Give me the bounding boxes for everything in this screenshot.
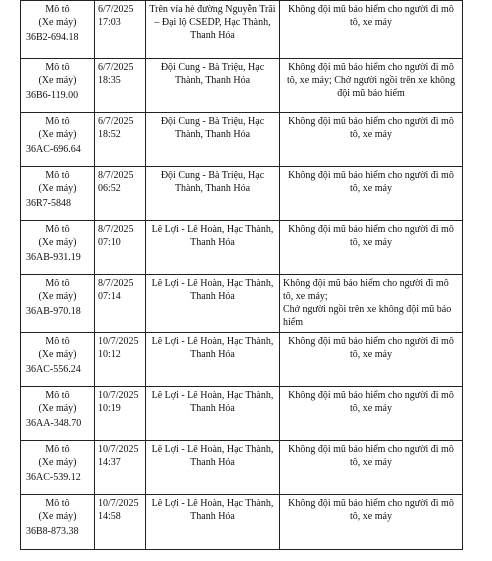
violation-cell: Không đội mũ bảo hiểm cho người đi mô tô, xe máy; Chở người ngồi trên xe không đội mũ bảo hiểm [280, 275, 463, 333]
violation-date: 8/7/2025 [98, 170, 134, 181]
violation-cell: Không đội mũ bảo hiểm cho người đi mô tô, xe máy [280, 221, 463, 275]
violation-time: 07:14 [98, 291, 121, 302]
vehicle-type: Mô tô [45, 336, 70, 347]
vehicle-subtype: (Xe máy) [38, 291, 77, 302]
vehicle-cell [21, 221, 95, 275]
violation-time: 18:35 [98, 75, 121, 86]
vehicle-subtype: (Xe máy) [38, 17, 77, 28]
vehicle-type: Mô tô [45, 170, 70, 181]
violation-cell: Không đội mũ bảo hiểm cho người đi mô tô, xe máy [280, 113, 463, 167]
violation-date: 10/7/2025 [98, 336, 139, 347]
table-row [21, 387, 463, 441]
vehicle-type: Mô tô [45, 62, 70, 73]
vehicle-subtype: (Xe máy) [38, 75, 77, 86]
violations-table-body [21, 1, 463, 550]
location-cell: Lê Lợi - Lê Hoàn, Hạc Thành, Thanh Hóa [146, 221, 280, 275]
vehicle-cell [21, 387, 95, 441]
location-cell: Lê Lợi - Lê Hoàn, Hạc Thành, Thanh Hóa [146, 495, 280, 550]
location-cell: Đội Cung - Bà Triệu, Hạc Thành, Thanh Hóa [146, 113, 280, 167]
license-plate: 36AC-696.64 [26, 144, 81, 155]
violation-date: 8/7/2025 [98, 278, 134, 289]
time-cell [95, 275, 146, 333]
violation-time: 06:52 [98, 183, 121, 194]
violation-time: 14:37 [98, 457, 121, 468]
table-row [21, 113, 463, 167]
violation-date: 8/7/2025 [98, 224, 134, 235]
time-cell [95, 221, 146, 275]
violation-cell: Không đội mũ bảo hiểm cho người đi mô tô, xe máy [280, 387, 463, 441]
time-cell [95, 387, 146, 441]
violation-date: 10/7/2025 [98, 390, 139, 401]
vehicle-type: Mô tô [45, 444, 70, 455]
vehicle-subtype: (Xe máy) [38, 349, 77, 360]
vehicle-cell [21, 495, 95, 550]
violations-table [20, 0, 463, 550]
violation-date: 6/7/2025 [98, 116, 134, 127]
violation-time: 10:19 [98, 403, 121, 414]
table-row [21, 495, 463, 550]
license-plate: 36B8-873.38 [26, 526, 79, 537]
time-cell [95, 333, 146, 387]
vehicle-subtype: (Xe máy) [38, 511, 77, 522]
vehicle-type: Mô tô [45, 390, 70, 401]
vehicle-cell [21, 275, 95, 333]
violation-cell: Không đội mũ bảo hiểm cho người đi mô tô, xe máy [280, 1, 463, 59]
violation-time: 07:10 [98, 237, 121, 248]
license-plate: 36R7-5848 [26, 198, 71, 209]
vehicle-cell [21, 1, 95, 59]
location-cell: Đội Cung - Bà Triệu, Hạc Thành, Thanh Hóa [146, 167, 280, 221]
vehicle-cell [21, 441, 95, 495]
license-plate: 36B2-694.18 [26, 32, 79, 43]
table-row [21, 1, 463, 59]
violation-time: 18:52 [98, 129, 121, 140]
location-cell: Lê Lợi - Lê Hoàn, Hạc Thành, Thanh Hóa [146, 275, 280, 333]
location-cell: Lê Lợi - Lê Hoàn, Hạc Thành, Thanh Hóa [146, 441, 280, 495]
table-row [21, 441, 463, 495]
license-plate: 36B6-119.00 [26, 90, 79, 101]
violation-cell: Không đội mũ bảo hiểm cho người đi mô tô, xe máy [280, 441, 463, 495]
time-cell [95, 113, 146, 167]
location-cell: Đội Cung - Bà Triệu, Hạc Thành, Thanh Hóa [146, 59, 280, 113]
violation-date: 10/7/2025 [98, 444, 139, 455]
table-row [21, 275, 463, 333]
vehicle-subtype: (Xe máy) [38, 457, 77, 468]
time-cell [95, 441, 146, 495]
violation-date: 6/7/2025 [98, 62, 134, 73]
violation-cell: Không đội mũ bảo hiểm cho người đi mô tô, xe máy [280, 495, 463, 550]
license-plate: 36AB-970.18 [26, 306, 81, 317]
table-row [21, 333, 463, 387]
license-plate: 36AC-539.12 [26, 472, 81, 483]
vehicle-cell [21, 59, 95, 113]
violation-time: 17:03 [98, 17, 121, 28]
time-cell [95, 167, 146, 221]
time-cell [95, 59, 146, 113]
vehicle-subtype: (Xe máy) [38, 403, 77, 414]
vehicle-subtype: (Xe máy) [38, 237, 77, 248]
vehicle-type: Mô tô [45, 4, 70, 15]
vehicle-cell [21, 167, 95, 221]
violation-cell: Không đội mũ bảo hiểm cho người đi mô tô, xe máy [280, 167, 463, 221]
vehicle-type: Mô tô [45, 224, 70, 235]
violation-date: 6/7/2025 [98, 4, 134, 15]
table-row [21, 167, 463, 221]
violation-date: 10/7/2025 [98, 498, 139, 509]
license-plate: 36AA-348.70 [26, 418, 82, 429]
vehicle-cell [21, 113, 95, 167]
vehicle-subtype: (Xe máy) [38, 183, 77, 194]
violation-time: 14:58 [98, 511, 121, 522]
vehicle-type: Mô tô [45, 278, 70, 289]
location-cell: Lê Lợi - Lê Hoàn, Hạc Thành, Thanh Hóa [146, 333, 280, 387]
vehicle-type: Mô tô [45, 498, 70, 509]
time-cell [95, 495, 146, 550]
time-cell [95, 1, 146, 59]
table-row [21, 221, 463, 275]
location-cell: Trên vỉa hè đường Nguyễn Trãi – Đại lộ CSEDP, Hạc Thành, Thanh Hóa [146, 1, 280, 59]
violation-cell: Không đội mũ bảo hiểm cho người đi mô tô, xe máy; Chở người ngồi trên xe không đội mũ bảo hiểm [280, 59, 463, 113]
violation-cell: Không đội mũ bảo hiểm cho người đi mô tô, xe máy [280, 333, 463, 387]
vehicle-cell [21, 333, 95, 387]
license-plate: 36AC-556.24 [26, 364, 81, 375]
vehicle-subtype: (Xe máy) [38, 129, 77, 140]
vehicle-type: Mô tô [45, 116, 70, 127]
license-plate: 36AB-931.19 [26, 252, 81, 263]
violation-time: 10:12 [98, 349, 121, 360]
location-cell: Lê Lợi - Lê Hoàn, Hạc Thành, Thanh Hóa [146, 387, 280, 441]
table-row [21, 59, 463, 113]
